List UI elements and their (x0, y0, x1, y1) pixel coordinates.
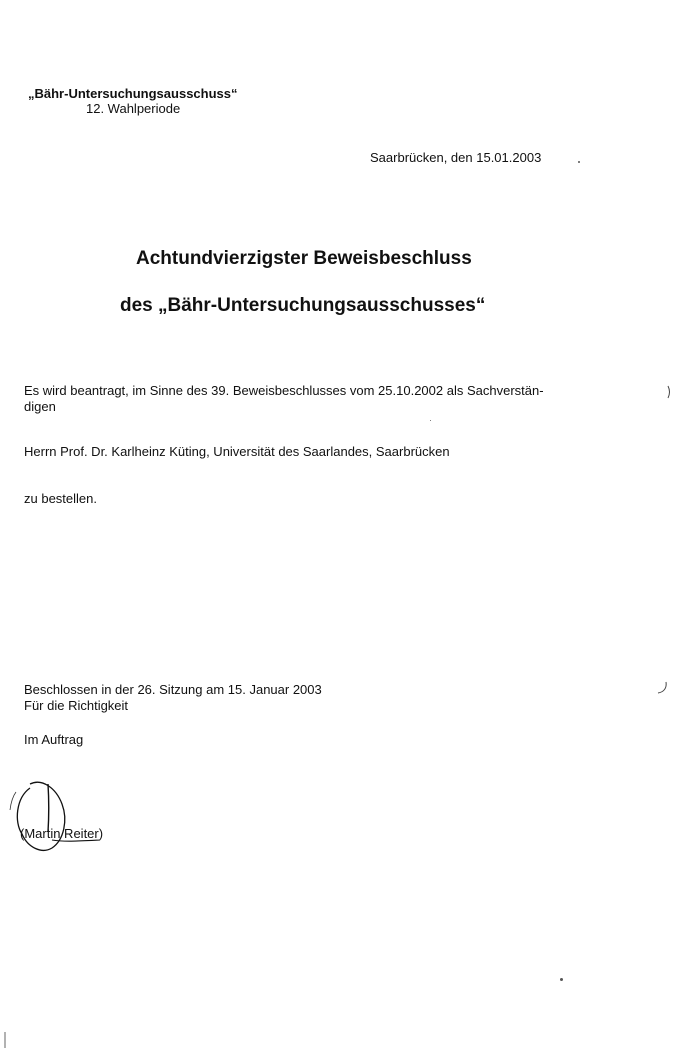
expert-name-line: Herrn Prof. Dr. Karlheinz Küting, Universität des Saarlandes, Saarbrücken (24, 444, 450, 459)
request-line-1: Es wird beantragt, im Sinne des 39. Beweisbeschlusses vom 25.10.2002 als Sachverstän- (24, 383, 544, 398)
committee-name: „Bähr-Untersuchungsausschuss“ (28, 86, 238, 101)
on-behalf-line: Im Auftrag (24, 732, 84, 747)
scan-speck (578, 161, 580, 163)
legislative-period: 12. Wahlperiode (86, 101, 181, 116)
scan-speck (560, 978, 563, 981)
certification-line: Für die Richtigkeit (24, 698, 129, 713)
resolution-line: Beschlossen in der 26. Sitzung am 15. Januar 2003 (24, 682, 322, 697)
request-paragraph (24, 383, 544, 415)
document-subtitle: des „Bähr-Untersuchungsausschusses“ (120, 295, 486, 316)
scan-mark (656, 680, 670, 696)
scan-mark (2, 1030, 8, 1050)
handwritten-signature (8, 770, 118, 860)
signatory-name: (Martin Reiter) (20, 826, 104, 841)
place-and-date: Saarbrücken, den 15.01.2003 (370, 150, 542, 165)
scan-speck (430, 420, 431, 421)
scan-mark (666, 384, 672, 400)
document-title: Achtundvierzigster Beweisbeschluss (136, 248, 472, 269)
appointment-line: zu bestellen. (24, 491, 97, 506)
request-line-2: digen (24, 399, 56, 414)
